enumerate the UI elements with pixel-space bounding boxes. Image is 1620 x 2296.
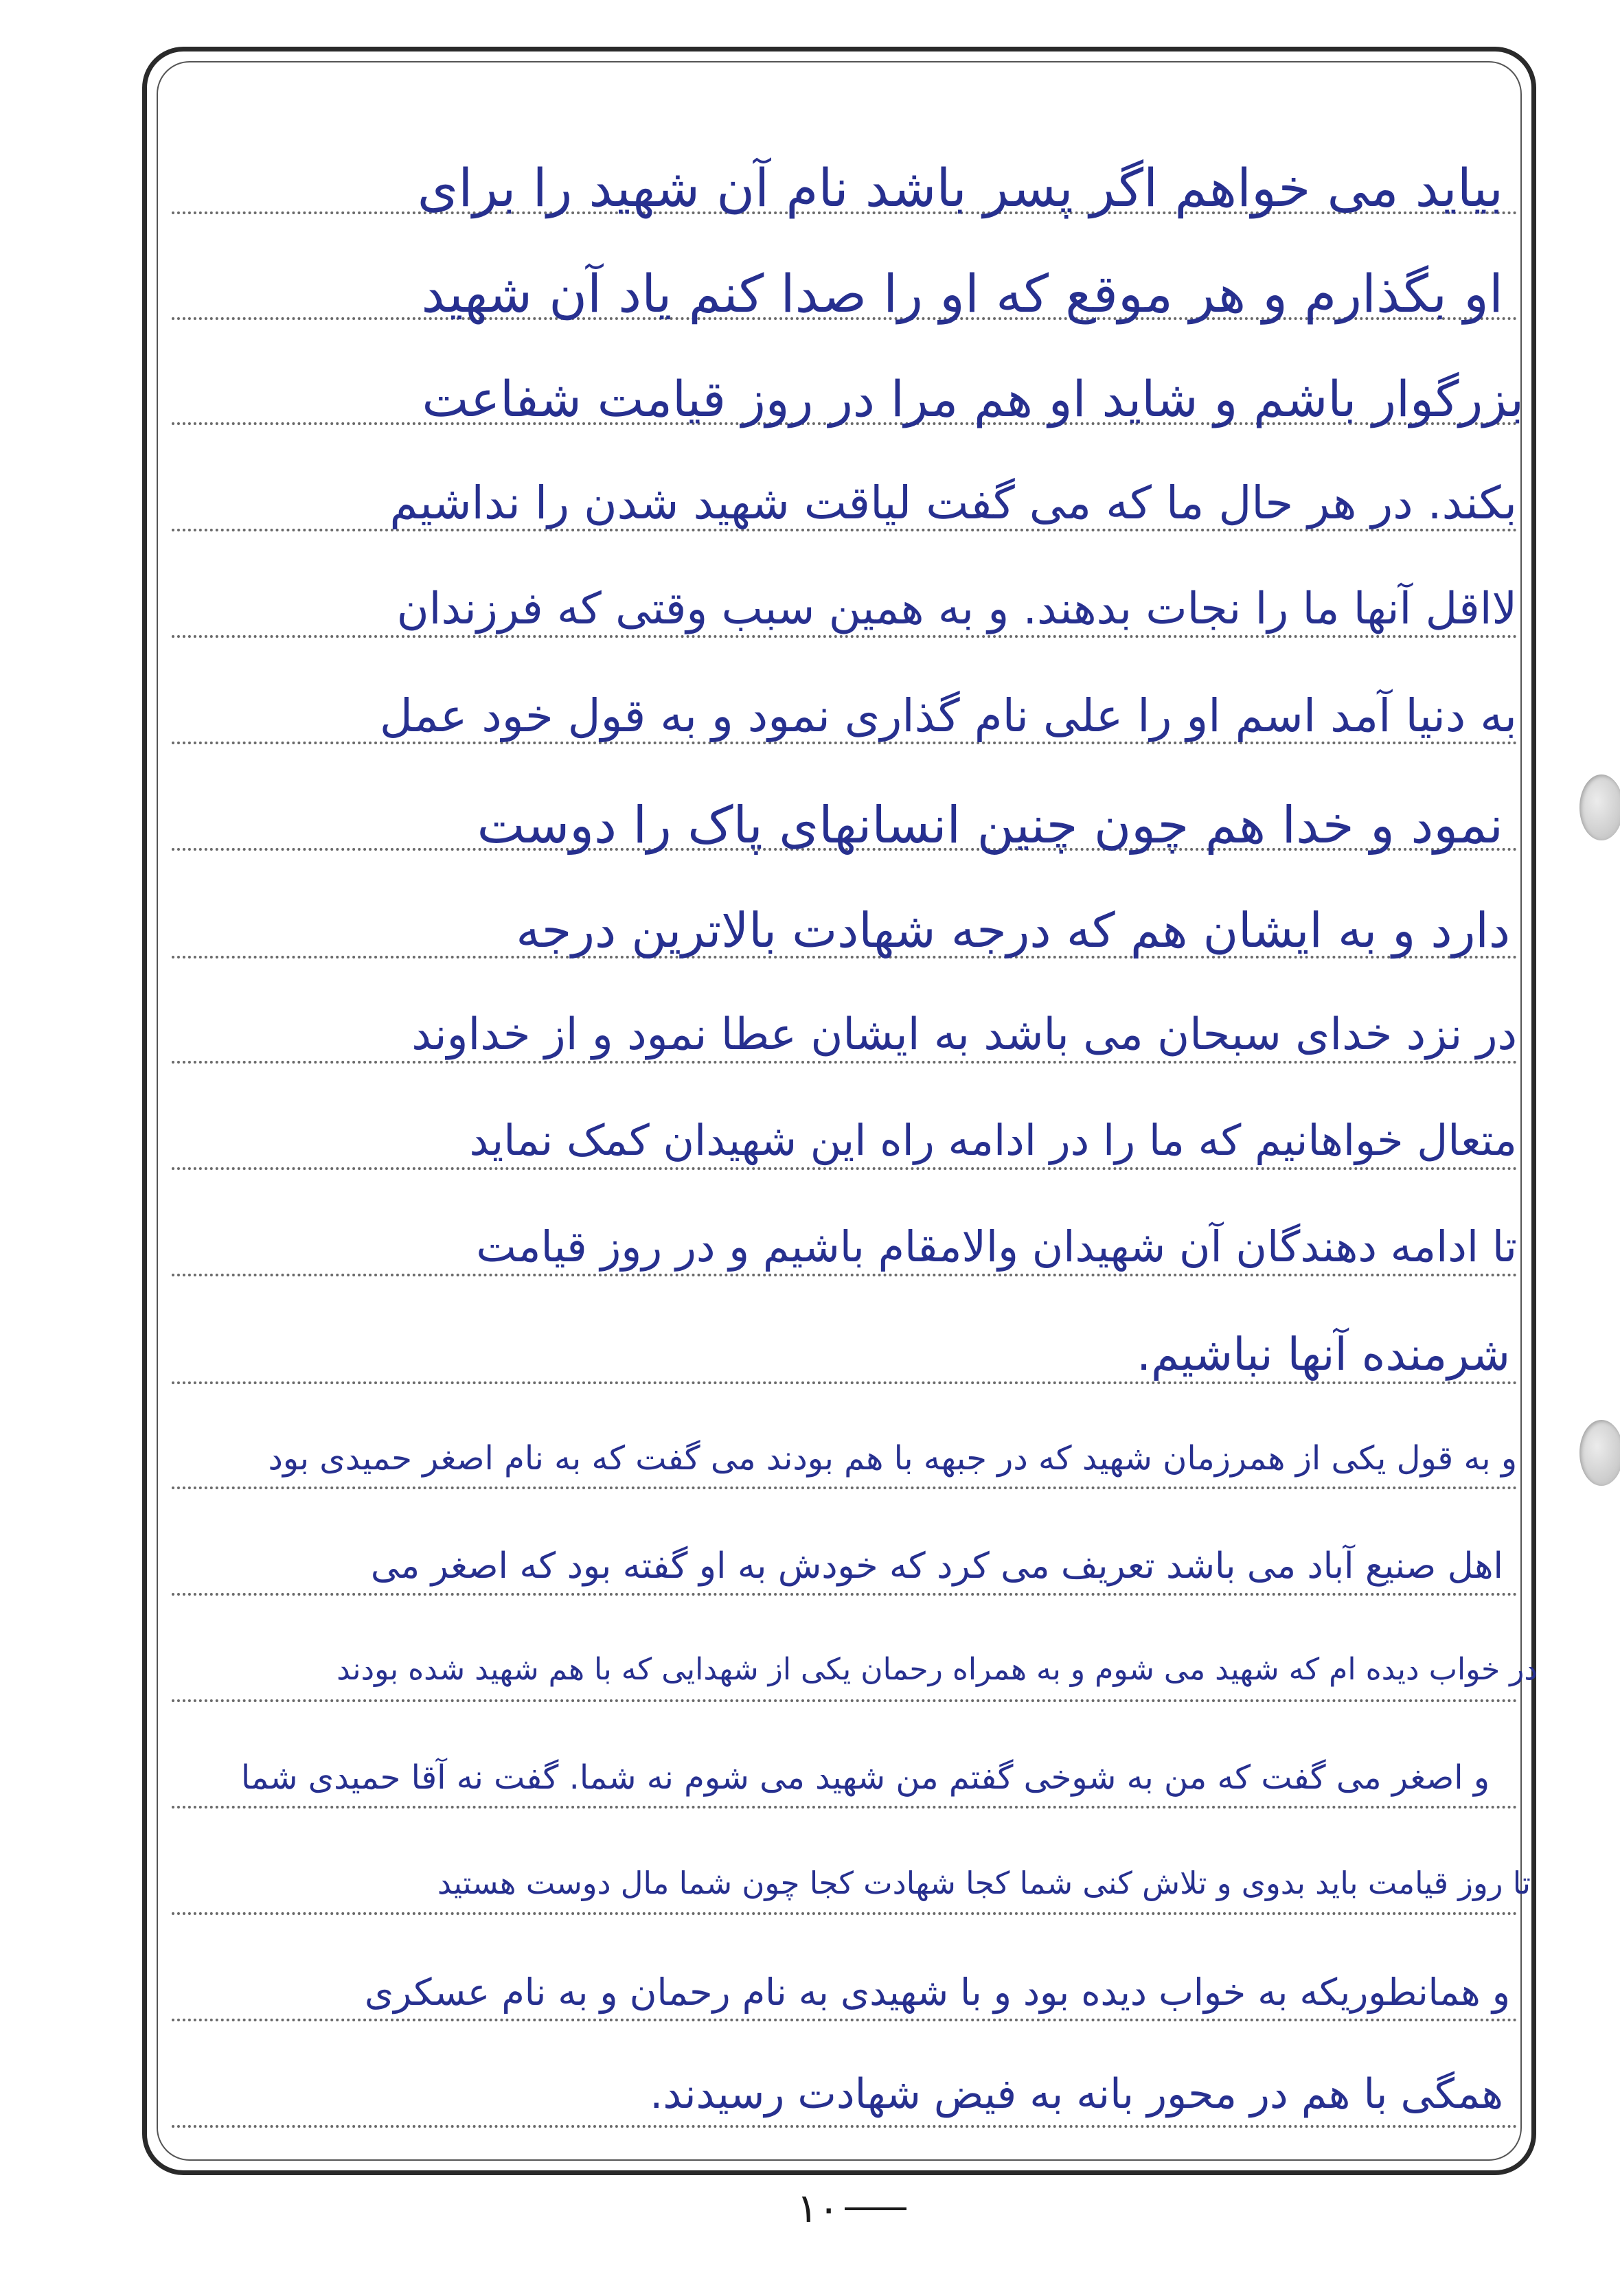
notebook-page-frame: [142, 47, 1536, 2175]
handwritten-line: در خواب دیده ام که شهید می شوم و به همراه رحمان یکی از شهدایی که با هم شهید شده بودند: [336, 1652, 1538, 1687]
ruled-line: [172, 1699, 1518, 1702]
ruled-line: [172, 1381, 1518, 1384]
handwritten-line: بیاید می خواهم اگر پسر باشد نام آن شهید را برای: [417, 157, 1503, 218]
handwritten-line: بکند. در هر حال ما که می گفت لیاقت شهید شدن را نداشیم: [389, 477, 1517, 529]
ruled-line: [172, 1167, 1518, 1170]
punch-hole: [1579, 1420, 1620, 1486]
punch-hole: [1579, 774, 1620, 840]
ruled-line: [172, 2125, 1518, 2128]
handwritten-line: متعال خواهانیم که ما را در ادامه راه این شهیدان کمک نماید: [469, 1115, 1517, 1165]
handwritten-line: و اصغر می گفت که من به شوخی گفتم من شهید می شوم نه شما. گفت نه آقا حمیدی شما: [240, 1758, 1490, 1797]
handwritten-line: دارد و به ایشان هم که درجه شهادت بالاترین درجه: [516, 902, 1510, 958]
ruled-line: [172, 1061, 1518, 1064]
handwritten-line: تا ادامه دهندگان آن شهیدان والامقام باشیم و در روز قیامت: [476, 1221, 1517, 1272]
ruled-line: [172, 1274, 1518, 1276]
ruled-line: [172, 1593, 1518, 1596]
handwritten-line: تا روز قیامت باید بدوی و تلاش کنی شما کجا شهادت کجا چون شما مال دوست هستید: [437, 1865, 1531, 1901]
handwritten-line: بزرگوار باشم و شاید او هم مرا در روز قیامت شفاعت: [422, 370, 1524, 428]
ruled-line: [172, 1806, 1518, 1809]
handwritten-line: او بگذارم و هر موقع که او را صدا کنم یاد آن شهید: [421, 263, 1503, 324]
handwritten-line: و همانطوریکه به خواب دیده بود و با شهیدی به نام رحمان و به نام عسکری: [364, 1971, 1510, 2014]
handwritten-line: شرمنده آنها نباشیم.: [1137, 1328, 1510, 1381]
ruled-line: [172, 1912, 1518, 1915]
handwritten-line: و به قول یکی از همرزمان شهید که در جبهه با هم بودند می گفت که به نام اصغر حمیدی بود: [268, 1439, 1517, 1478]
page-number: ۱۰: [797, 2185, 840, 2231]
ruled-line: [172, 2019, 1518, 2021]
handwritten-line: اهل صنیع آباد می باشد تعریف می کرد که خودش به او گفته بود که اصغر می: [370, 1546, 1503, 1587]
handwritten-line: به دنیا آمد اسم او را علی نام گذاری نمود و به قول خود عمل: [379, 689, 1517, 742]
handwritten-line: لااقل آنها ما را نجات بدهند. و به همین سبب وقتی که فرزندان: [396, 584, 1517, 634]
ruled-line: [172, 635, 1518, 638]
handwritten-line: همگی با هم در محور بانه به فیض شهادت رسیدند.: [650, 2070, 1503, 2118]
ruled-line: [172, 1486, 1518, 1489]
page-number-dash: [845, 2207, 906, 2210]
handwritten-line: نمود و خدا هم چون چنین انسانهای پاک را دوست: [477, 796, 1503, 855]
handwritten-line: در نزد خدای سبحان می باشد به ایشان عطا نمود و از خداوند: [411, 1009, 1517, 1060]
